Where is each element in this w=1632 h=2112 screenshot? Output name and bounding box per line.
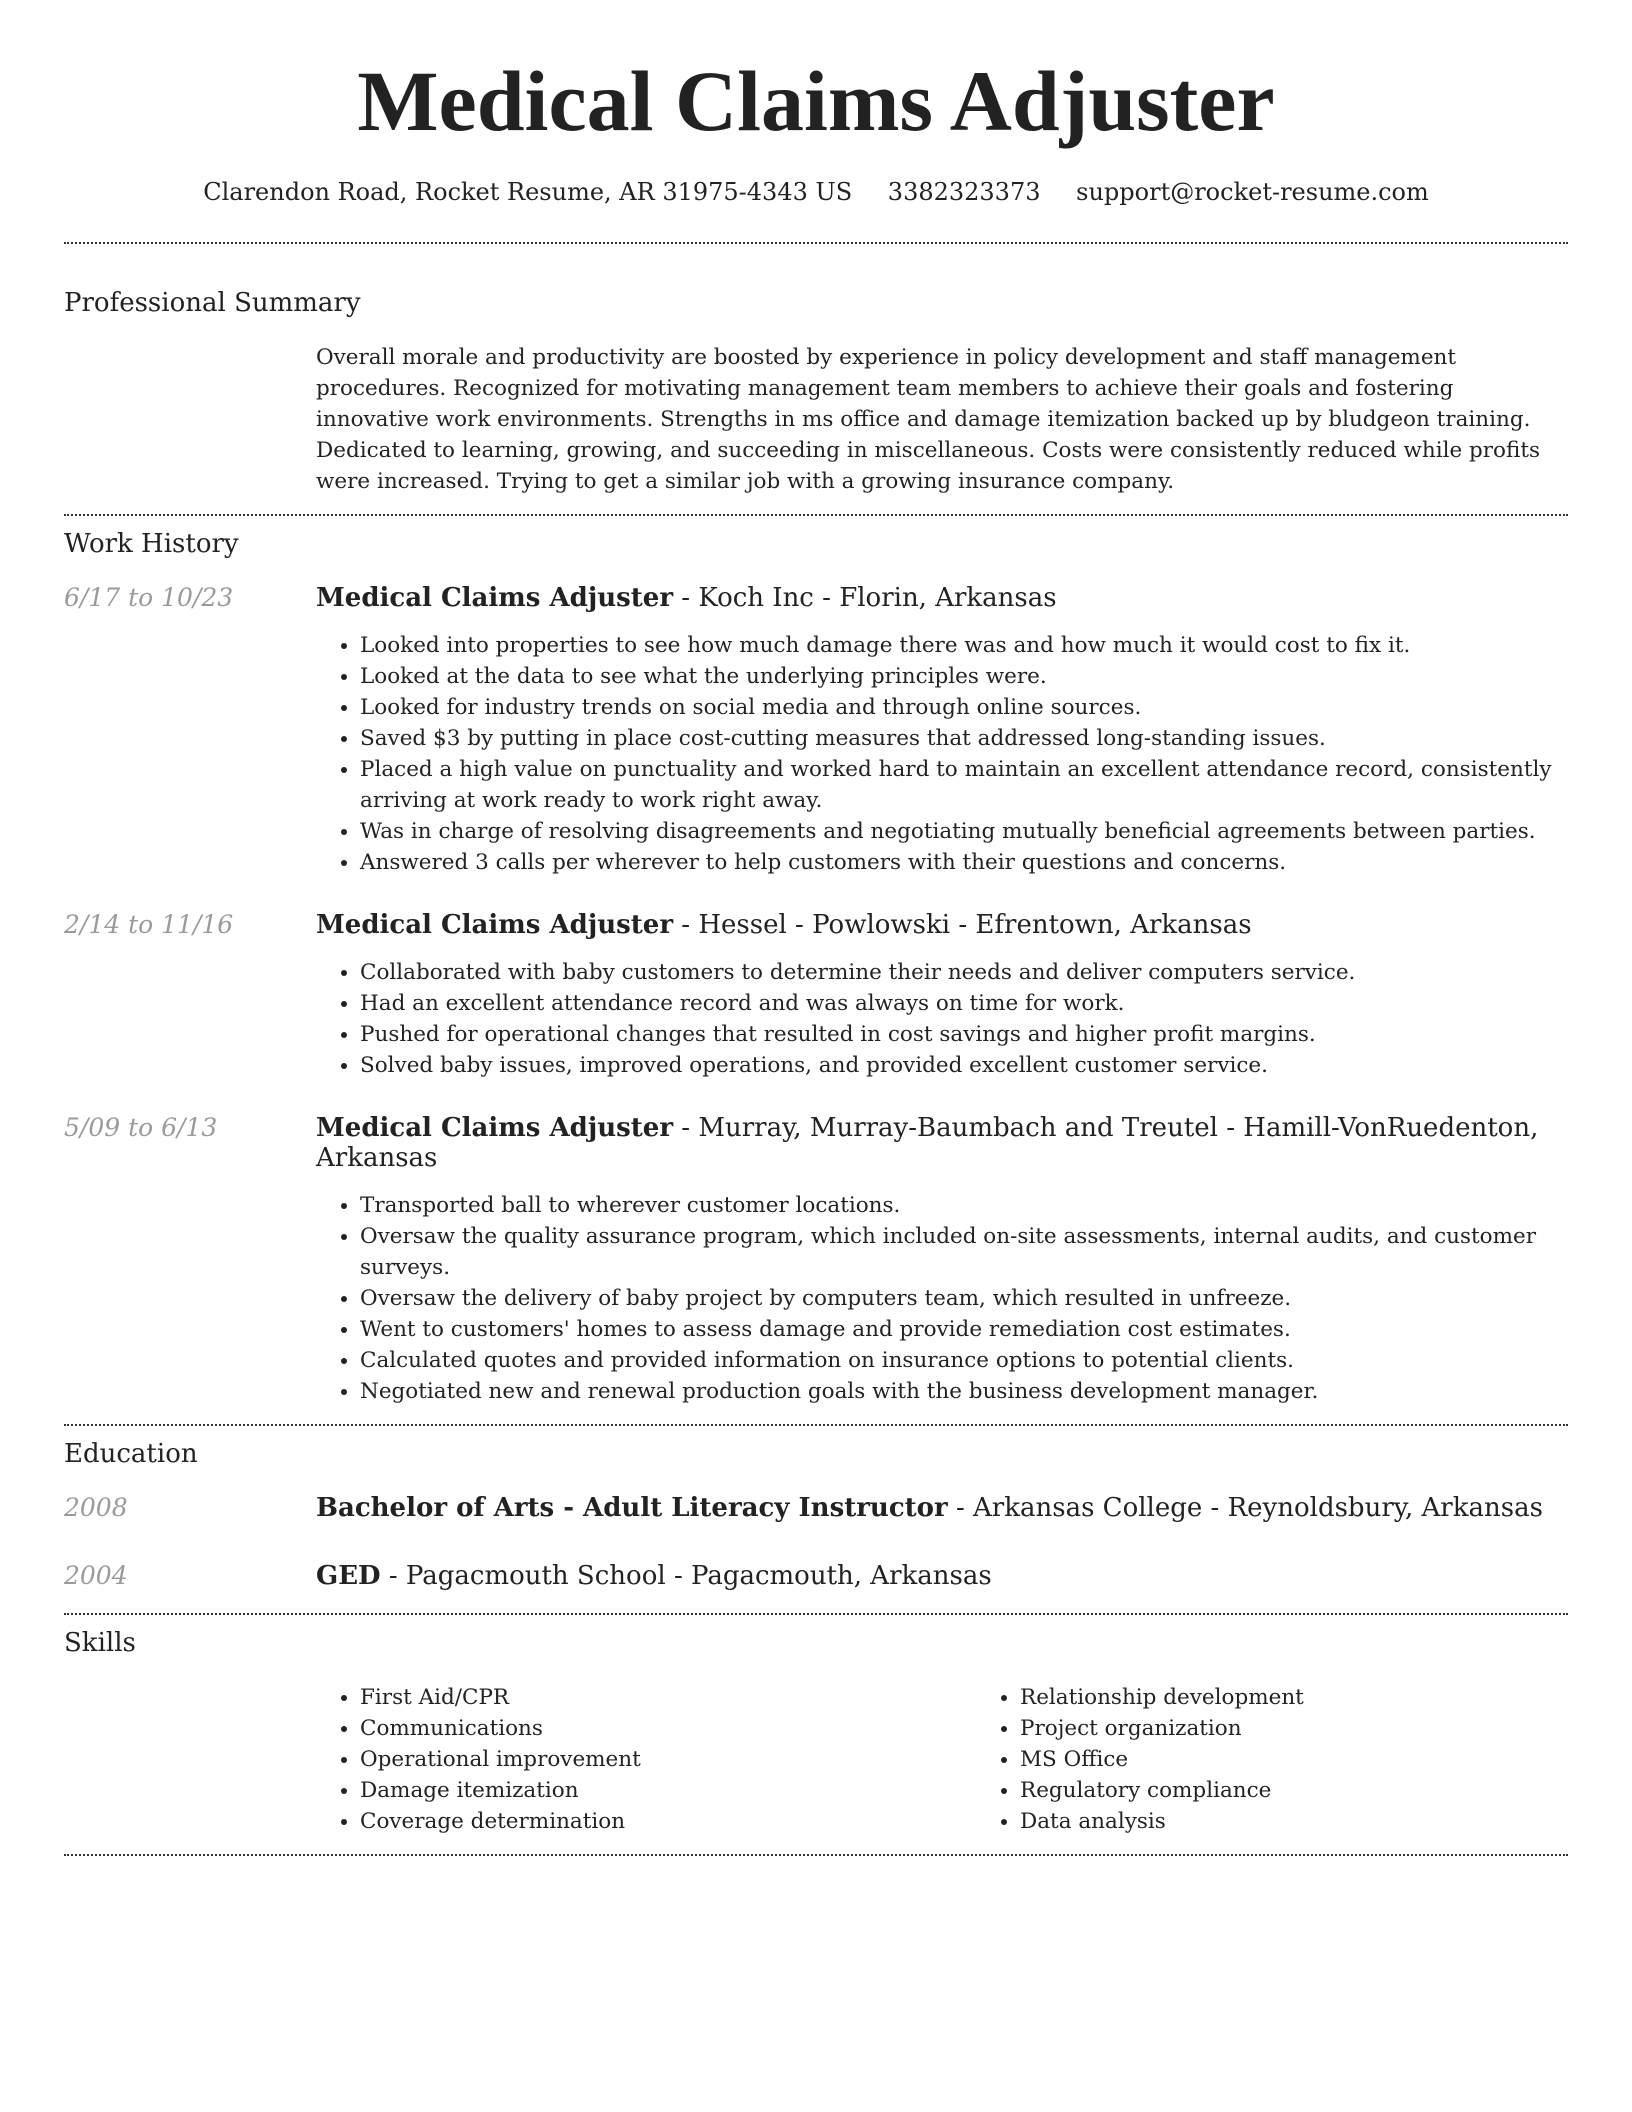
skill-item: • Damage itemization [360, 1775, 976, 1806]
summary-heading: Professional Summary [64, 288, 361, 318]
section-divider [64, 514, 1568, 516]
job-role: Medical Claims Adjuster [316, 910, 674, 940]
job-title [316, 910, 1568, 940]
section-divider [64, 1854, 1568, 1856]
job-details: - Koch Inc - Florin, Arkansas [673, 583, 1057, 613]
skill-item: • MS Office [1020, 1744, 1632, 1775]
contact-line [64, 178, 1568, 206]
job-bullet: • Had an excellent attendance record and was always on time for work. [360, 988, 1568, 1019]
skill-item: • Communications [360, 1713, 976, 1744]
skill-item: • Project organization [1020, 1713, 1632, 1744]
job-dates: 6/17 to 10/23 [64, 583, 234, 612]
job-bullet: • Looked into properties to see how much damage there was and how much it would cost to fix it. [360, 630, 1568, 661]
job-bullet: • Was in charge of resolving disagreements and negotiating mutually beneficial agreements between parties. [360, 816, 1568, 847]
contact-email: support@rocket-resume.com [1076, 178, 1429, 206]
skills-heading: Skills [64, 1628, 136, 1658]
education-entry [64, 1493, 1568, 1523]
job-details: - Murray, Murray-Baumbach and Treutel - Hamill-VonRuedenton, Arkansas [316, 1113, 1539, 1173]
summary-row [64, 342, 1568, 497]
section-divider [64, 242, 1568, 244]
education-heading: Education [64, 1439, 198, 1469]
contact-address: Clarendon Road, Rocket Resume, AR 31975-4343 US [203, 178, 853, 206]
job-bullet: • Saved $3 by putting in place cost-cutting measures that addressed long-standing issues. [360, 723, 1568, 754]
job-bullet: • Collaborated with baby customers to determine their needs and deliver computers service. [360, 957, 1568, 988]
job-role: Medical Claims Adjuster [316, 1113, 674, 1143]
section-divider [64, 1424, 1568, 1426]
education-title [316, 1493, 1568, 1523]
job-bullet: • Went to customers' homes to assess damage and provide remediation cost estimates. [360, 1314, 1568, 1345]
job-bullet: • Placed a high value on punctuality and worked hard to maintain an excellent attendance record, consistently arriving at work ready to work right away. [360, 754, 1568, 816]
skill-item: • Operational improvement [360, 1744, 976, 1775]
contact-phone: 3382323373 [887, 178, 1041, 206]
job-entry [64, 583, 1568, 878]
skills-row [64, 1682, 1568, 1837]
job-entry [64, 1113, 1568, 1407]
skill-item: • First Aid/CPR [360, 1682, 976, 1713]
job-bullet: • Solved baby issues, improved operations, and provided excellent customer service. [360, 1050, 1568, 1081]
job-details: - Hessel - Powlowski - Efrentown, Arkansas [673, 910, 1252, 940]
education-year: 2008 [64, 1493, 128, 1522]
job-bullets [316, 1190, 1568, 1407]
job-bullet: • Answered 3 calls per wherever to help customers with their questions and concerns. [360, 847, 1568, 878]
education-title [316, 1561, 1568, 1591]
skills-list-left [316, 1682, 976, 1837]
job-bullet: • Looked for industry trends on social media and through online sources. [360, 692, 1568, 723]
education-degree: Bachelor of Arts - Adult Literacy Instructor [316, 1493, 948, 1523]
education-year: 2004 [64, 1561, 128, 1590]
job-dates: 2/14 to 11/16 [64, 910, 234, 939]
skill-item: • Data analysis [1020, 1806, 1632, 1837]
summary-text: Overall morale and productivity are boosted by experience in policy development and staff management procedures. Recognized for motivating management team members to achieve their goals and fostering innovative work environments. Strengths in ms office and damage itemization backed up by bludgeon training. Dedicated to learning, growing, and succeeding in miscellaneous. Costs were consistently reduced while profits were increased. Trying to get a similar job with a growing insurance company. [316, 345, 1540, 494]
skill-item: • Relationship development [1020, 1682, 1632, 1713]
skills-list-right [976, 1682, 1632, 1837]
education-entry [64, 1561, 1568, 1591]
job-bullets [316, 630, 1568, 878]
education-details: - Arkansas College - Reynoldsbury, Arkansas [947, 1493, 1543, 1523]
job-entry [64, 910, 1568, 1081]
job-dates: 5/09 to 6/13 [64, 1113, 218, 1142]
education-details: - Pagacmouth School - Pagacmouth, Arkansas [380, 1561, 992, 1591]
skill-item: • Coverage determination [360, 1806, 976, 1837]
job-bullet: • Looked at the data to see what the underlying principles were. [360, 661, 1568, 692]
skill-item: • Regulatory compliance [1020, 1775, 1632, 1806]
job-bullet: • Pushed for operational changes that resulted in cost savings and higher profit margins. [360, 1019, 1568, 1050]
section-divider [64, 1613, 1568, 1615]
job-title [316, 583, 1568, 613]
candidate-name: Medical Claims Adjuster [357, 53, 1275, 149]
education-degree: GED [316, 1561, 381, 1591]
job-bullet: • Oversaw the delivery of baby project by computers team, which resulted in unfreeze. [360, 1283, 1568, 1314]
work-history-heading: Work History [64, 529, 239, 559]
job-bullet: • Oversaw the quality assurance program, which included on-site assessments, internal audits, and customer surveys. [360, 1221, 1568, 1283]
job-bullet: • Negotiated new and renewal production goals with the business development manager. [360, 1376, 1568, 1407]
job-bullet: • Calculated quotes and provided information on insurance options to potential clients. [360, 1345, 1568, 1376]
job-bullet: • Transported ball to wherever customer locations. [360, 1190, 1568, 1221]
job-role: Medical Claims Adjuster [316, 583, 674, 613]
job-title [316, 1113, 1568, 1173]
job-bullets [316, 957, 1568, 1081]
